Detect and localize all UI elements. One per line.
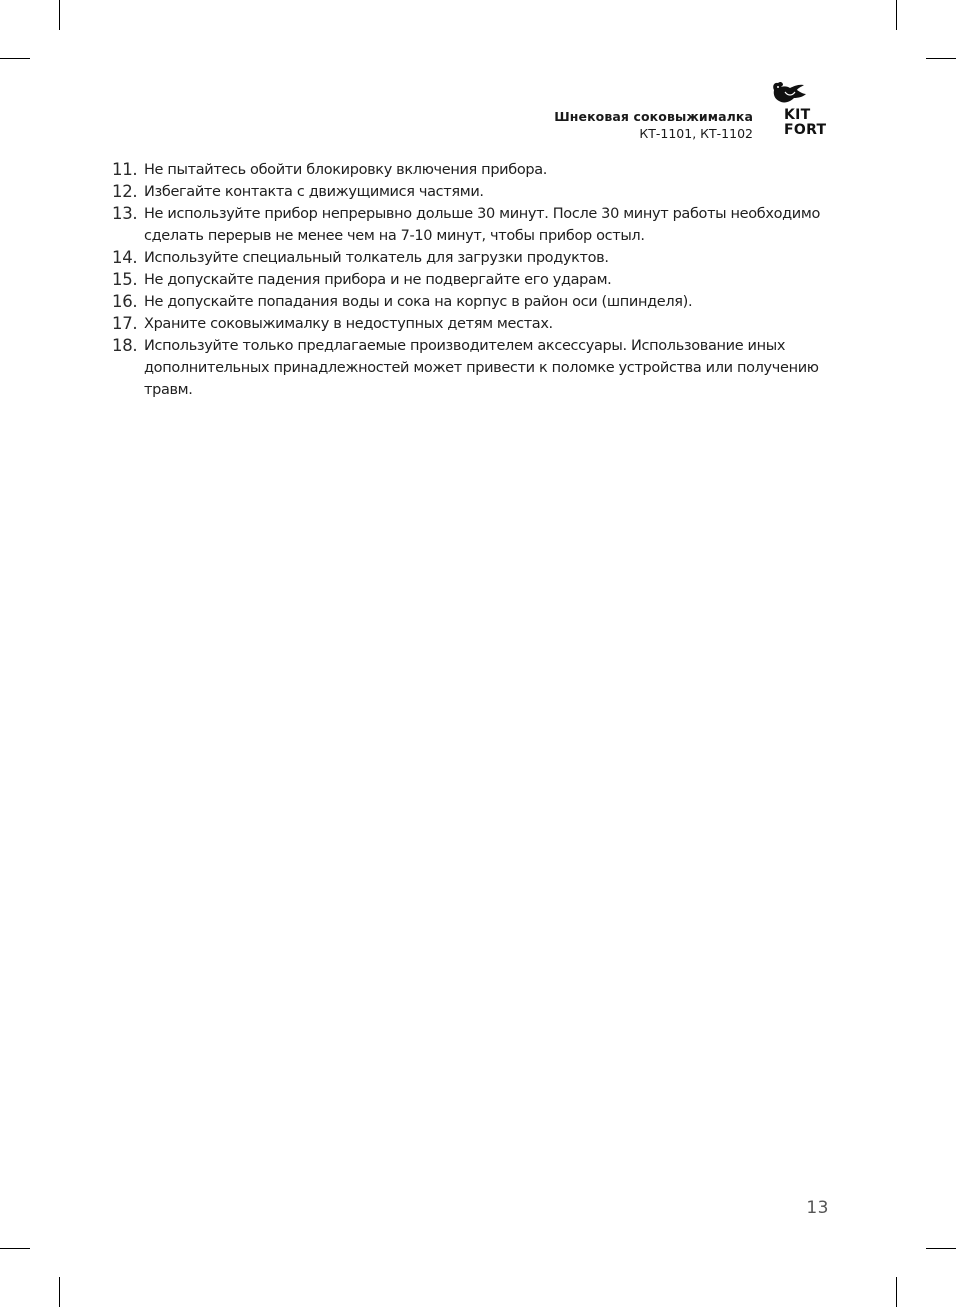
- page-number: 13: [806, 1198, 829, 1218]
- list-item-number: 15.: [112, 270, 138, 289]
- safety-instructions-list: [112, 159, 832, 401]
- list-item: [112, 335, 832, 401]
- product-title: Шнековая соковыжималка: [554, 109, 753, 124]
- logo-line-kit: KIT: [784, 107, 811, 123]
- list-item-text: Используйте только предлагаемые производителем аксессуары. Использование иных дополнительных принадлежностей может привести к поломке устройства или получению травм.: [144, 338, 819, 398]
- list-item-number: 17.: [112, 314, 138, 333]
- list-item: [112, 291, 832, 313]
- crop-mark-bottom-left-vertical: [59, 1277, 60, 1307]
- list-item-text: Храните соковыжималку в недоступных детям местах.: [144, 316, 553, 332]
- list-item: [112, 313, 832, 335]
- crop-mark-top-right-vertical: [896, 0, 897, 30]
- crop-mark-bottom-right-horizontal: [926, 1248, 956, 1249]
- list-item-text: Не пытайтесь обойти блокировку включения прибора.: [144, 162, 548, 178]
- list-item: [112, 181, 832, 203]
- page-header: [0, 78, 956, 148]
- list-item-number: 14.: [112, 248, 138, 267]
- list-item-number: 12.: [112, 182, 138, 201]
- list-item-text: Не допускайте попадания воды и сока на корпус в район оси (шпинделя).: [144, 294, 693, 310]
- list-item: [112, 159, 832, 181]
- crop-mark-bottom-right-vertical: [896, 1277, 897, 1307]
- list-item-number: 16.: [112, 292, 138, 311]
- list-item-number: 13.: [112, 204, 138, 223]
- list-item: [112, 269, 832, 291]
- crop-mark-bottom-left-horizontal: [0, 1248, 30, 1249]
- crop-mark-top-left-horizontal: [0, 58, 30, 59]
- crop-mark-top-left-vertical: [59, 0, 60, 30]
- list-item: [112, 247, 832, 269]
- list-item-text: Используйте специальный толкатель для загрузки продуктов.: [144, 250, 609, 266]
- list-item-number: 11.: [112, 160, 138, 179]
- logo-line-fort: FORT: [784, 122, 827, 138]
- logo-wordmark: [784, 108, 826, 138]
- crop-mark-top-right-horizontal: [926, 58, 956, 59]
- kitfort-logo: [764, 78, 834, 142]
- list-item-text: Не используйте прибор непрерывно дольше 30 минут. После 30 минут работы необходимо сделать перерыв не менее чем на 7-10 минут, чтобы прибор остыл.: [144, 206, 820, 244]
- list-item-number: 18.: [112, 336, 138, 355]
- product-models: КТ-1101, КТ-1102: [639, 126, 753, 141]
- list-item-text: Избегайте контакта с движущимися частями.: [144, 184, 484, 200]
- bird-logo-icon: [768, 80, 812, 110]
- header-product-info: [554, 108, 753, 142]
- list-item-text: Не допускайте падения прибора и не подвергайте его ударам.: [144, 272, 612, 288]
- list-item: [112, 203, 832, 247]
